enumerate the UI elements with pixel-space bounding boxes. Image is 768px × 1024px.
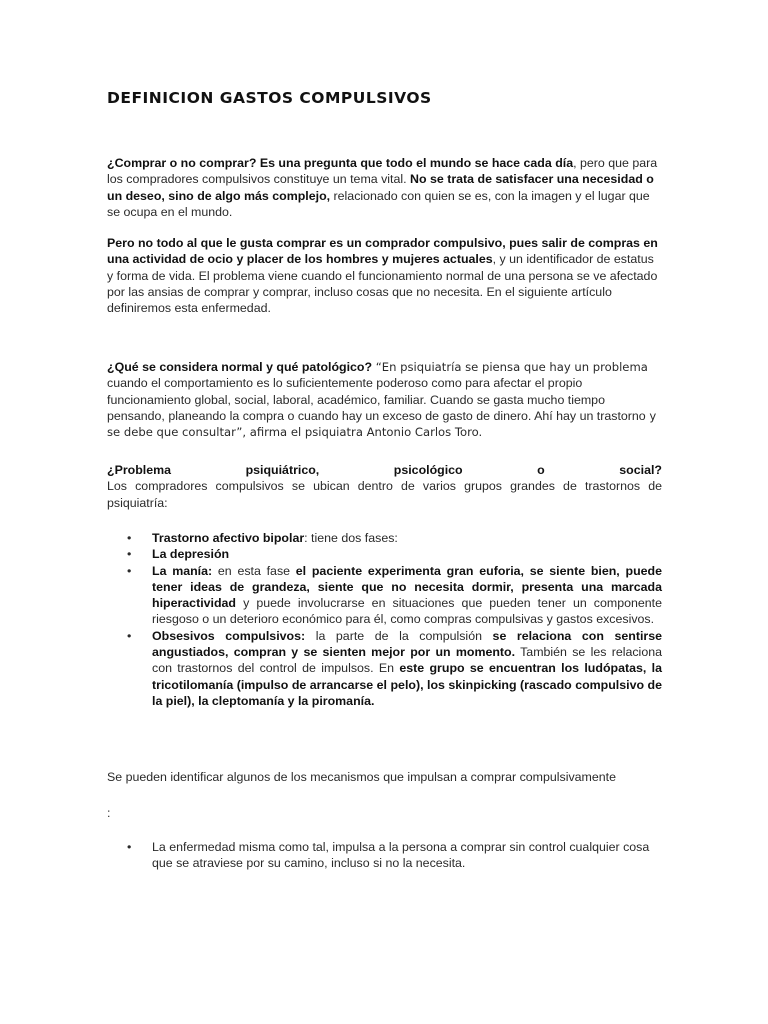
bullet-icon: •: [127, 628, 132, 643]
list-item-text: También se les relaciona con trastornos del control de impulsos. En: [152, 645, 662, 676]
mechanism-list: [107, 839, 662, 872]
bullet-icon: •: [127, 563, 132, 578]
list-item: [107, 530, 662, 546]
intro-text-end: relacionado con quien se es, con la imagen y el lugar que se ocupa en el mundo.: [107, 188, 650, 219]
list-item: [107, 628, 662, 709]
list-item: [107, 839, 662, 872]
pathology-quote-start: “En psiquiatría se piensa que hay un problema: [372, 360, 648, 374]
list-item: [107, 563, 662, 628]
second-paragraph: [107, 235, 662, 316]
list-item-bold: La depresión: [152, 547, 230, 562]
list-item-bold: el paciente experimenta gran euforia, se siente bien, puede tener ideas de grandeza, siente que no necesita dormir, presenta una marcada hiperactividad: [152, 563, 662, 611]
list-item-bold: Obsesivos compulsivos:: [152, 628, 306, 643]
bullet-icon: •: [127, 547, 132, 562]
list-item-text: la parte de la compulsión: [305, 628, 493, 643]
document-title: DEFINICION GASTOS COMPULSIVOS: [107, 89, 432, 107]
second-bold-text: Pero no todo al que le gusta comprar es un comprador compulsivo, pues salir de compras en una actividad de ocio y placer de los hombres y mujeres actuales: [107, 236, 658, 267]
list-item-text: y puede involucrarse en situaciones que pueden tener un componente riesgoso o un deterioro económico para él, como compras compulsivas y gastos excesivos.: [152, 596, 662, 627]
disorder-list: [107, 530, 662, 709]
list-item: [107, 546, 662, 562]
mechanisms-paragraph: Se pueden identificar algunos de los mecanismos que impulsan a comprar compulsivamente: [107, 770, 616, 784]
list-item-bold: se relaciona con sentirse angustiados, compran y se sienten mejor por un momento.: [152, 628, 663, 660]
problem-heading-word: o: [537, 463, 545, 477]
pathology-question: ¿Qué se considera normal y qué patológico?: [107, 360, 373, 374]
bullet-icon: •: [127, 840, 132, 854]
list-item-text: La enfermedad misma como tal, impulsa a la persona a comprar sin control cualquier cosa que se atraviese por su camino, incluso si no la necesita.: [152, 840, 650, 871]
problem-heading-word: psiquiátrico,: [245, 463, 320, 477]
problem-text: Los compradores compulsivos se ubican dentro de varios grupos grandes de trastornos de psiquiatría:: [107, 479, 662, 510]
list-item-text: en esta fase: [212, 563, 296, 578]
problem-heading: [107, 462, 662, 478]
problem-section: [107, 462, 662, 511]
list-item-bold: La manía:: [152, 563, 213, 578]
bullet-icon: •: [127, 531, 132, 545]
list-item-bold: Trastorno afectivo bipolar: [152, 531, 305, 545]
problem-heading-word: ¿Problema: [107, 463, 172, 477]
list-item-bold: este grupo se encuentran los ludópatas, la tricotilomanía (impulso de arrancarse el pelo), los skinpicking (rascado compulsivo de la piel), la cleptomanía y la piromanía.: [152, 661, 662, 708]
intro-paragraph: [107, 155, 662, 220]
pathology-paragraph: [107, 359, 662, 440]
pathology-quote-end: y se debe que consultar”, afirma el psiquiatra Antonio Carlos Toro.: [107, 408, 657, 440]
intro-bold-statement: No se trata de satisfacer una necesidad o un deseo, sino de algo más complejo,: [107, 172, 654, 203]
pathology-text: cuando el comportamiento es lo suficientemente poderoso como para afectar el propio funcionamiento global, social, laboral, académico, familiar. Cuando se gasta mucho tiempo pensando, planeando la compra o cuando hay un exceso de gasto de dinero. Ahí hay un trastorno: [107, 376, 646, 423]
list-item-text: : tiene dos fases:: [304, 531, 398, 545]
problem-heading-word: psicológico: [393, 463, 463, 477]
second-text: , y un identificador de estatus y forma de vida. El problema viene cuando el funcionamiento normal de una persona se ve afectado por las ansias de comprar y comprar, incluso cosas que no necesita. En el siguiente artículo definiremos esta enfermedad.: [107, 252, 658, 316]
colon-line: :: [107, 806, 111, 820]
intro-text: , pero que para los compradores compulsivos constituye un tema vital.: [107, 156, 658, 187]
problem-heading-word: social?: [619, 463, 662, 477]
intro-bold-question: ¿Comprar o no comprar? Es una pregunta que todo el mundo se hace cada día: [107, 156, 574, 170]
